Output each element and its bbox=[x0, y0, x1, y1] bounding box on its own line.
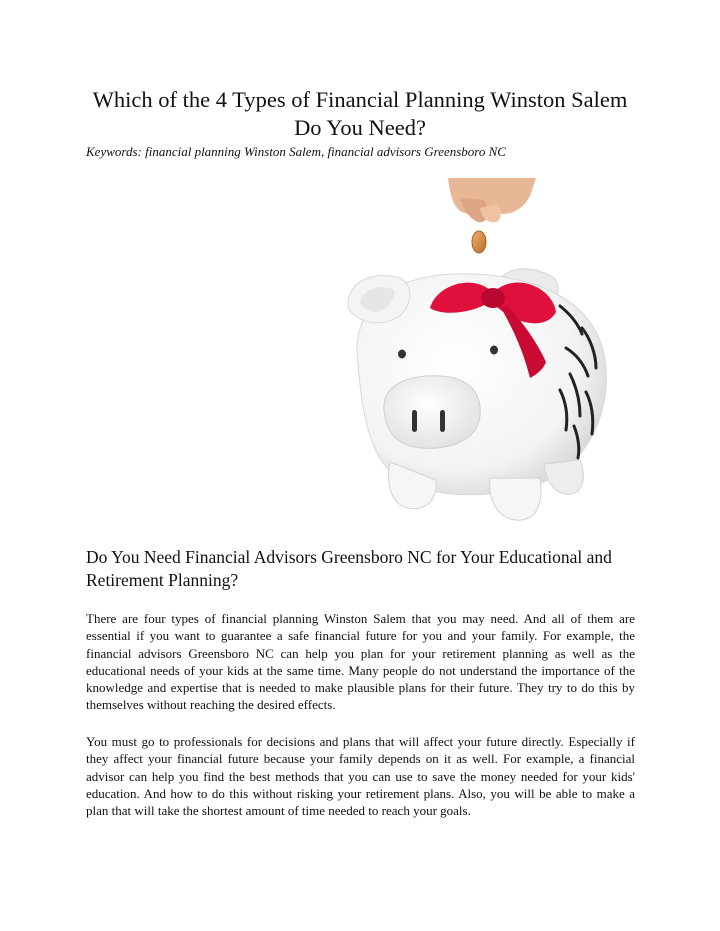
pig-snout bbox=[384, 376, 480, 448]
pig-eye-left bbox=[398, 350, 406, 359]
section-heading: Do You Need Financial Advisors Greensboro NC for Your Educational and Retirement Planning? bbox=[86, 547, 612, 590]
body-paragraph-1: There are four types of financial planning Winston Salem that you may need. And all of them are essential if you want to guarantee a safe financial future for you and your family. For example, the financial advisors Greensboro NC can help you plan for your retirement planning as well as the educational needs of your kids at the same time. Many people do not understand the importance of the knowledge and expertise that is needed to make plausible plans for their future. They try to do this by themselves without reaching the desired effects. bbox=[86, 611, 635, 713]
pig-eye-right bbox=[490, 346, 498, 355]
hand bbox=[448, 178, 536, 222]
keywords-line: Keywords: financial planning Winston Salem, financial advisors Greensboro NC bbox=[86, 144, 506, 159]
body-paragraph-2: You must go to professionals for decisions and plans that will affect your future directly. Especially if they affect your financial future because your family depends on it as well. For example, a financial advisor can help you find the best methods that you can use to save the money needed for your kids' education. And how to do this without risking your retirement plans. Also, you will be able to make a plan that will take the shortest amount of time needed to reach your goals. bbox=[86, 734, 635, 819]
piggy-bank-illustration bbox=[330, 178, 622, 526]
piggy-bank-image bbox=[330, 178, 622, 526]
coin bbox=[472, 231, 486, 253]
page-title: Which of the 4 Types of Financial Planning Winston Salem Do You Need? bbox=[92, 87, 628, 140]
